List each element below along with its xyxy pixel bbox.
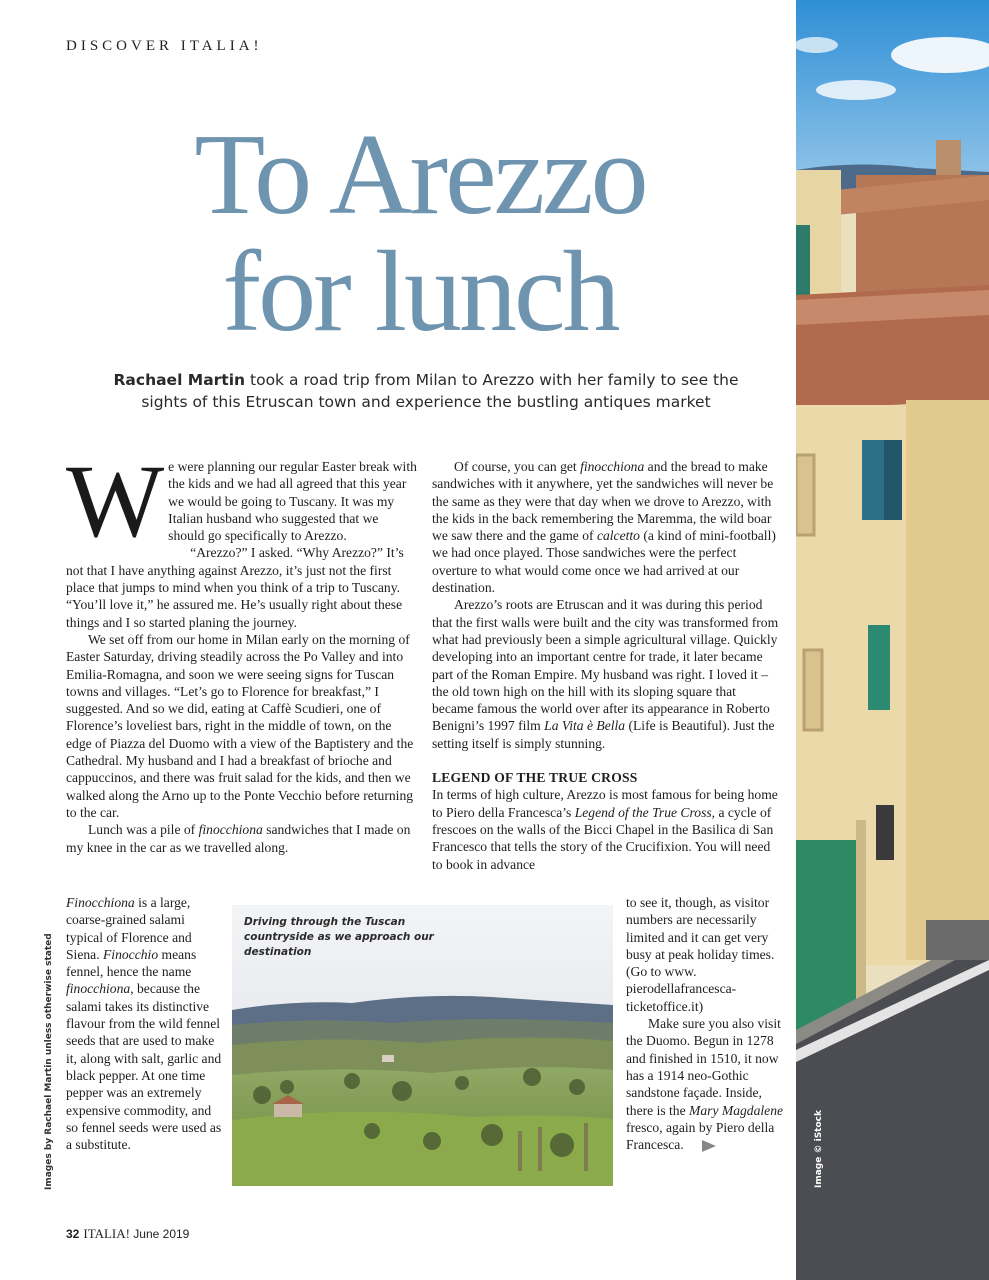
article-column-right [432,458,780,873]
author-name: Rachael Martin [113,371,246,389]
photo-caption: Driving through the Tuscan countryside as we approach our destination [244,916,434,958]
image-credit-left: Images by Rachael Martin unless otherwise stated [44,933,54,1190]
paragraph-r4: to see it, though, as visitor numbers are necessarily limited and it can get very busy at peak holiday times. (Go to www. pierodellafrancesca-ticketoffice.it) [626,895,775,1014]
headline-line-1: To Arezzo [194,111,646,239]
page-footer [66,1226,189,1242]
section-label: DISCOVER ITALIA! [66,38,263,54]
article-narrow-left [66,894,224,1153]
street-illustration [796,0,989,1280]
paragraph-2: “Arezzo?” I asked. “Why Arezzo?” It’s not that I have anything against Arezzo, it’s just not the first place that jumps to mind when you think of a trip to Tuscany. “You’ll love it,” he assured me. He’s usually right about these things and I so started planing the journey. [66,545,404,630]
issue-date: June 2019 [129,1227,190,1241]
page-number: 32 [66,1227,80,1241]
drop-cap: W [66,444,165,559]
paragraph-r1: Of course, you can get finocchiona and the bread to make sandwiches with it anywhere, yet the sandwiches will never be the same as they were that day when we drove to Arezzo, with the kids in the back remembering the Maremma, the wild boar we saw there and the game of calcetto (a kind of mini-football) we had once played. Those sandwiches were the perfect overture to what would come once we had arrived at our destination. [432,459,776,596]
countryside-photo [232,905,613,1186]
standfirst-text: took a road trip from Milan to Arezzo with her family to see the sights of this Etruscan town and experience the bustling antiques market [141,371,739,411]
image-credit-right: Image © iStock [814,1110,824,1188]
paragraph-4: Lunch was a pile of finocchiona sandwiches that I made on my knee in the car as we travelled along. [66,822,411,855]
paragraph-r3: In terms of high culture, Arezzo is most famous for being home to Piero della Francesca’s Legend of the True Cross, a cycle of frescoes on the walls of the Bicci Chapel in the Basilica di San Francesco that tells the story of the Crucifixion. You will need to book in advance [432,787,778,872]
subheading: LEGEND OF THE TRUE CROSS [432,770,638,786]
paragraph-3: We set off from our home in Milan early on the morning of Easter Saturday, driving steadily across the Po Valley and into Emilia-Romagna, and soon we were seeing signs for Tuscan towns and villages. “Let’s go to Florence for breakfast,” I suggested. And so we did, eating at Caffè Scudieri, one of Florence’s loveliest bars, right in the middle of town, on the edge of Piazza del Duomo with a view of the Baptistery and the Cathedral. My husband and I had a breakfast of brioche and cappuccinos, and there was fruit salad for the kids, and then we walked along the Arno up to the Ponte Vecchio before returning to the car. [66,631,414,820]
paragraph-1: We were planning our regular Easter break with the kids and we had all agreed that this year we would be going to Tuscany. It was my Italian husband who suggested that we should go specifically to Arezzo. [66,444,417,559]
article-column-left [66,444,418,856]
paragraph-finocchiona: Finocchiona is a large, coarse-grained salami typical of Florence and Siena. Finocchio means fennel, hence the name finocchiona, because the salami takes its distinctive flavour from the wild fennel seeds that are used to make it, along with salt, garlic and black pepper. At one time pepper was an extremely expensive commodity, and so fennel seeds were used as a substitute. [66,895,222,1153]
headline-line-2: for lunch [222,228,618,356]
end-arrow-icon [702,1140,716,1152]
paragraph-r2: Arezzo’s roots are Etruscan and it was during this period that the first walls were built and the city was transformed from what had previously been a simple agricultural village. Quickly developing into an important centre for trade, it later became part of the Roman Empire. My husband was right. I loved it – the old town high on the hill with its sloping square that became famous the world over after its appearance in Roberto Benigni’s 1997 film La Vita è Bella (Life is Beautiful). Just the setting itself is simply stunning. [432,597,779,751]
paragraph-r5: Make sure you also visit the Duomo. Begun in 1278 and finished in 1510, it now has a 1914 neo-Gothic sandstone façade. Inside, there is the Mary Magdalene fresco, again by Piero della Francesca. [626,1016,784,1153]
street-photo [796,0,989,1280]
standfirst [96,369,756,413]
article-narrow-right [626,894,786,1153]
magazine-name: ITALIA! [83,1226,130,1241]
